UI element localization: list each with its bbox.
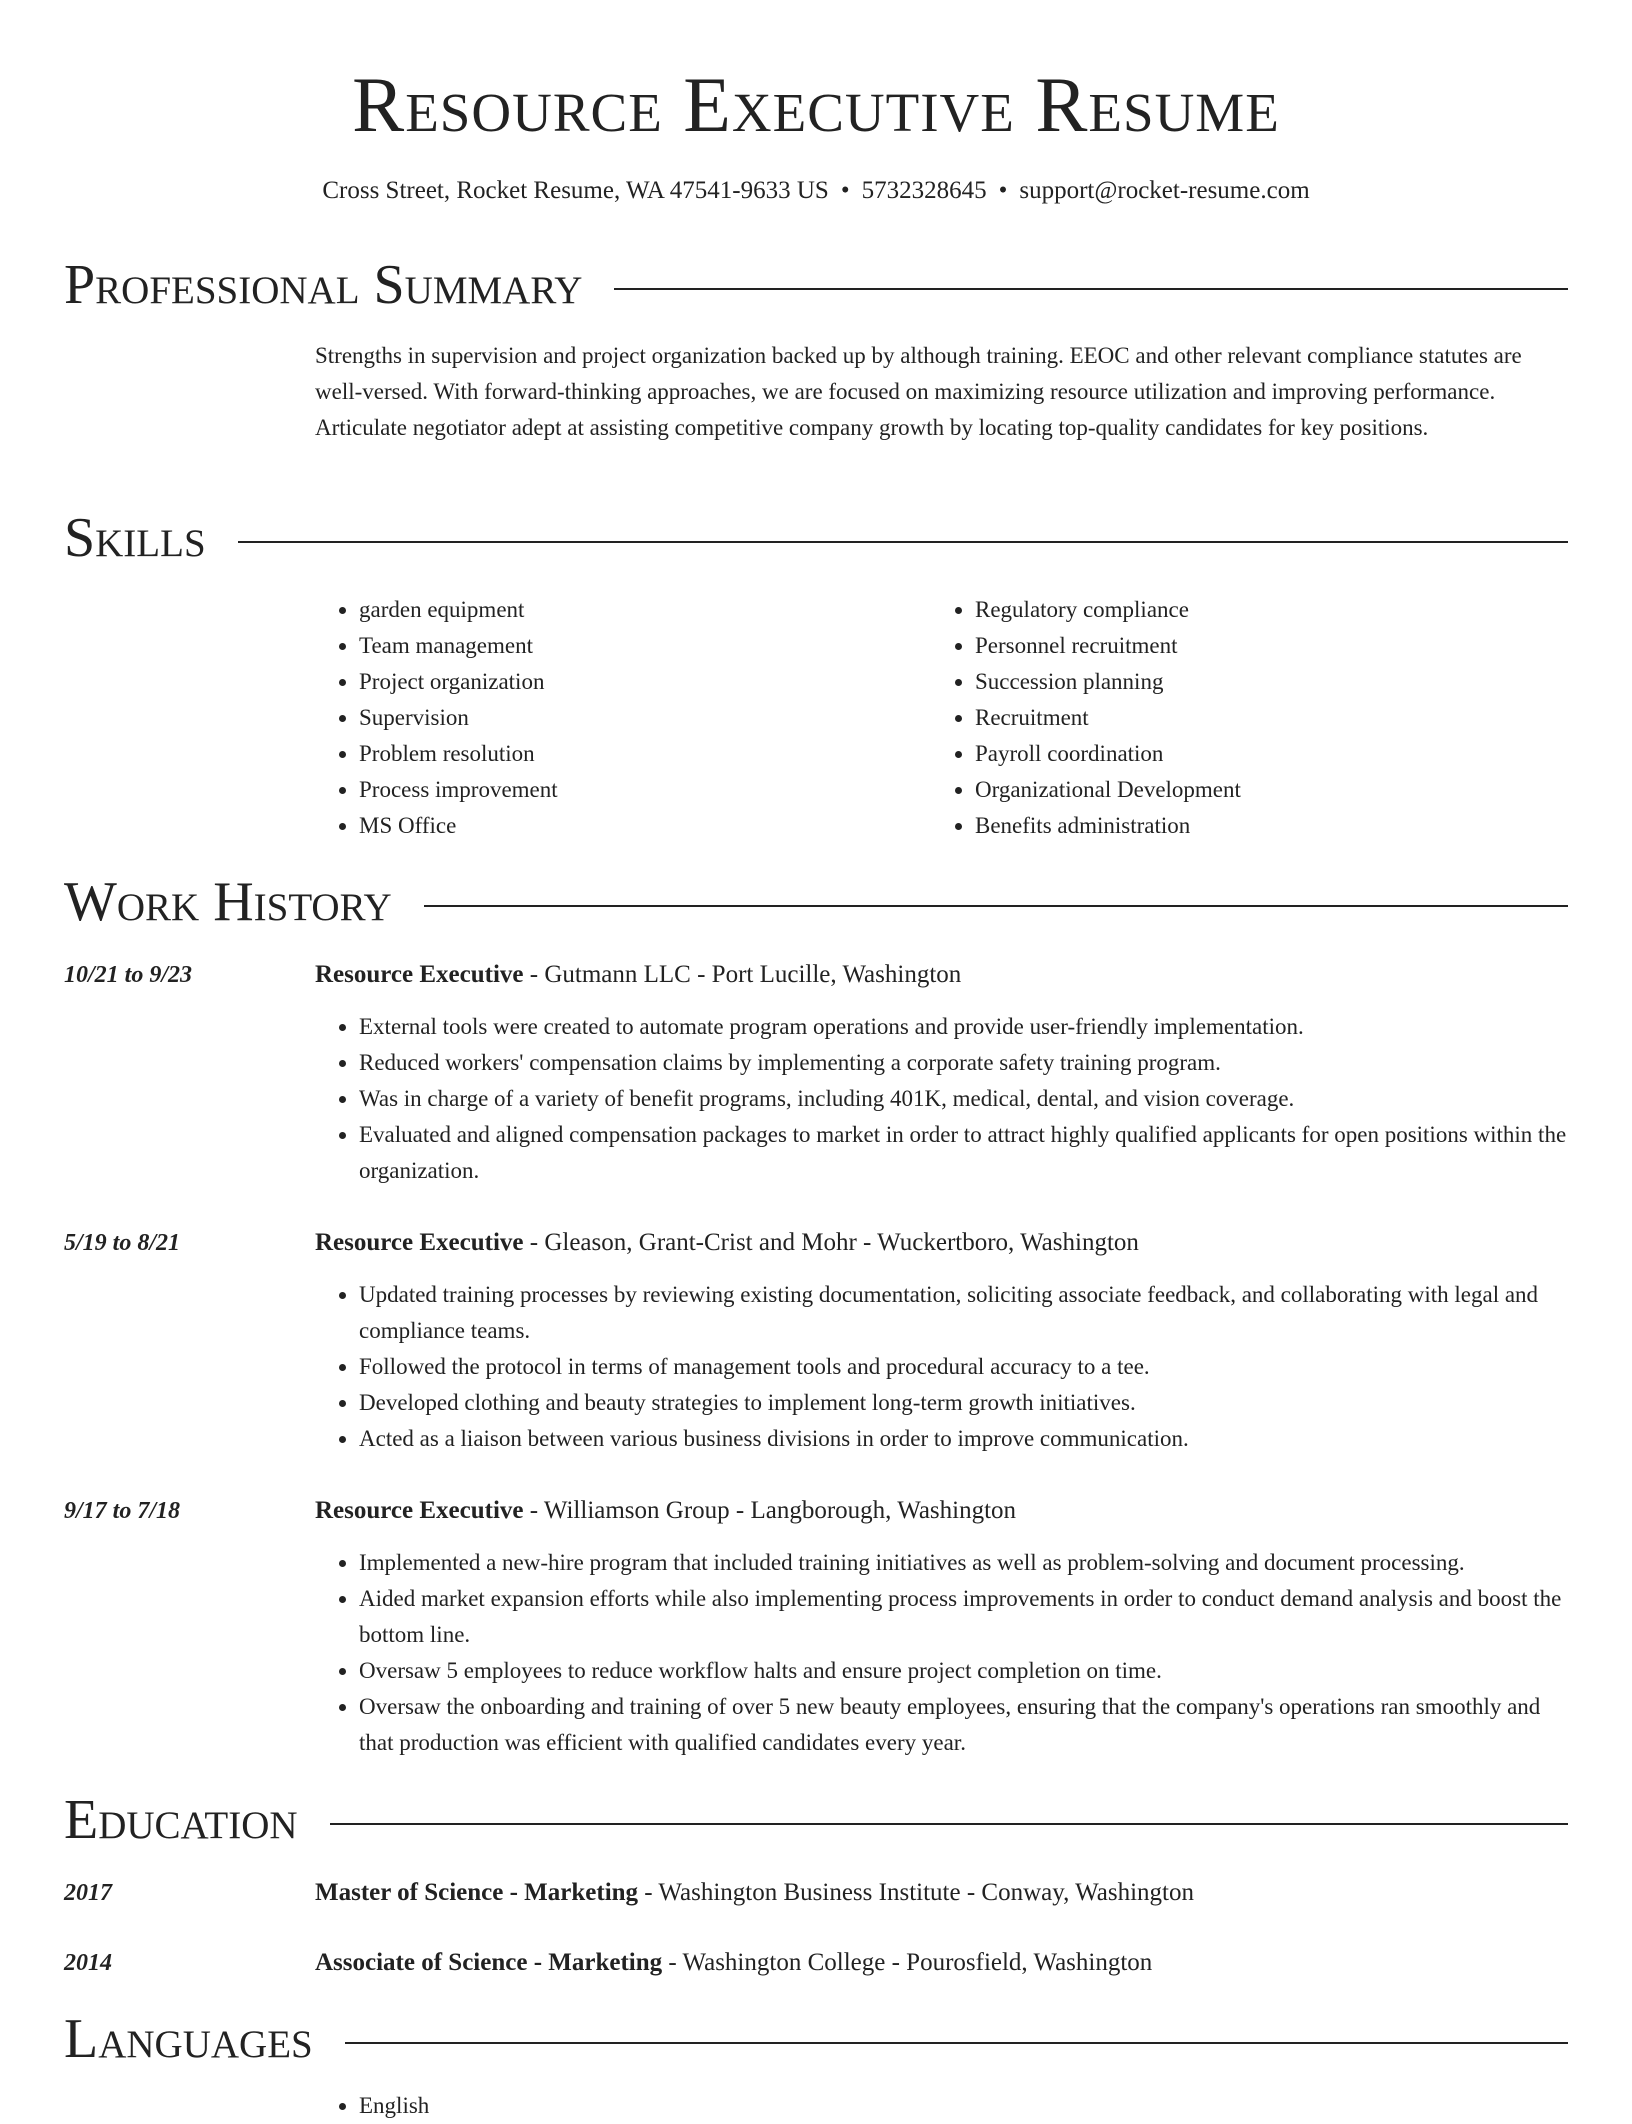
job-title: Resource Executive <box>315 1229 524 1256</box>
work-bullet: • Evaluated and aligned compensation packages to market in order to attract highly qualified applicants for open positions within the organization. <box>359 1117 1568 1189</box>
section-divider <box>614 288 1568 290</box>
section-title-summary: Professional Summary <box>64 254 583 316</box>
work-heading <box>315 1493 1568 1529</box>
education-year: 2014 <box>64 1950 112 1976</box>
job-employer: - Gleason, Grant-Crist and Mohr - Wuckertboro, Washington <box>523 1229 1139 1256</box>
skill-item: • Supervision <box>359 700 931 736</box>
section-header-education <box>64 1788 1568 1852</box>
work-bullet: • Updated training processes by reviewing existing documentation, soliciting associate feedback, and collaborating with legal and compliance teams. <box>359 1277 1568 1349</box>
education-school: - Washington Business Institute - Conway, Washington <box>638 1879 1194 1906</box>
skill-item: • Regulatory compliance <box>975 592 1568 628</box>
contact-line <box>0 174 1632 208</box>
work-entry <box>64 1225 1568 1457</box>
skill-item: • garden equipment <box>359 592 931 628</box>
work-bullet: • Developed clothing and beauty strategies to implement long-term growth initiatives. <box>359 1385 1568 1421</box>
section-divider <box>238 541 1568 543</box>
job-employer: - Williamson Group - Langborough, Washington <box>523 1497 1017 1524</box>
work-bullet: • Was in charge of a variety of benefit programs, including 401K, medical, dental, and vision coverage. <box>359 1081 1568 1117</box>
skill-item: • Project organization <box>359 664 931 700</box>
skill-item: • Organizational Development <box>975 772 1568 808</box>
work-heading <box>315 957 1568 993</box>
work-entry <box>64 957 1568 1189</box>
job-employer: - Gutmann LLC - Port Lucille, Washington <box>523 961 962 988</box>
skills-list <box>315 592 1568 844</box>
work-dates: 5/19 to 8/21 <box>64 1230 181 1256</box>
work-bullets <box>315 1545 1568 1761</box>
skill-item: • Team management <box>359 628 931 664</box>
section-header-work <box>64 870 1568 934</box>
contact-phone: 5732328645 <box>861 177 987 204</box>
skill-item: • Recruitment <box>975 700 1568 736</box>
education-year: 2017 <box>64 1880 112 1906</box>
language-item: • English <box>359 2088 429 2124</box>
education-school: - Washington College - Pourosfield, Washington <box>662 1949 1153 1976</box>
contact-separator: • <box>998 177 1008 204</box>
section-title-skills: Skills <box>64 507 206 569</box>
skill-item: • Process improvement <box>359 772 931 808</box>
skill-item: • Problem resolution <box>359 736 931 772</box>
work-entry <box>64 1493 1568 1761</box>
section-divider <box>330 1823 1568 1825</box>
work-bullets <box>315 1009 1568 1189</box>
skills-column-left <box>315 592 931 844</box>
work-dates: 10/21 to 9/23 <box>64 962 193 988</box>
work-bullet: • Followed the protocol in terms of management tools and procedural accuracy to a tee. <box>359 1349 1568 1385</box>
skill-item: • Personnel recruitment <box>975 628 1568 664</box>
work-dates: 9/17 to 7/18 <box>64 1498 181 1524</box>
education-entry <box>64 1945 1568 1981</box>
contact-separator: • <box>840 177 850 204</box>
education-heading <box>315 1945 1568 1981</box>
education-entry <box>64 1875 1568 1911</box>
contact-email: support@rocket-resume.com <box>1019 177 1310 204</box>
work-bullet: • Aided market expansion efforts while also implementing process improvements in order to conduct demand analysis and boost the bottom line. <box>359 1581 1568 1653</box>
work-bullets <box>315 1277 1568 1457</box>
work-bullet: • Reduced workers' compensation claims by implementing a corporate safety training program. <box>359 1045 1568 1081</box>
education-heading <box>315 1875 1568 1911</box>
job-title: Resource Executive <box>315 1497 524 1524</box>
summary-text: Strengths in supervision and project organization backed up by although training. EEOC and other relevant compliance statutes are well-versed. With forward-thinking approaches, we are focused on maximizing resource utilization and improving performance. Articulate negotiator adept at assisting competitive company growth by locating top-quality candidates for key positions. <box>315 343 1522 440</box>
section-divider <box>345 2042 1568 2044</box>
work-bullet: • External tools were created to automate program operations and provide user-friendly implementation. <box>359 1009 1568 1045</box>
work-bullet: • Implemented a new-hire program that included training initiatives as well as problem-solving and document processing. <box>359 1545 1568 1581</box>
section-header-skills <box>64 506 1568 570</box>
skill-item: • Payroll coordination <box>975 736 1568 772</box>
work-bullet: • Oversaw the onboarding and training of over 5 new beauty employees, ensuring that the company's operations ran smoothly and that production was efficient with qualified candidates every year. <box>359 1689 1568 1761</box>
work-heading <box>315 1225 1568 1261</box>
languages-list <box>315 2088 429 2124</box>
skills-column-right <box>931 592 1568 844</box>
skill-item: • Succession planning <box>975 664 1568 700</box>
section-divider <box>424 905 1568 907</box>
contact-address: Cross Street, Rocket Resume, WA 47541-9633 US <box>322 177 829 204</box>
job-title: Resource Executive <box>315 961 524 988</box>
section-header-summary <box>64 253 1568 317</box>
section-title-work: Work History <box>64 871 392 933</box>
section-title-education: Education <box>64 1789 298 1851</box>
work-bullet: • Acted as a liaison between various business divisions in order to improve communication. <box>359 1421 1568 1457</box>
section-title-languages: Languages <box>64 2008 313 2070</box>
skill-item: • MS Office <box>359 808 931 844</box>
degree-title: Master of Science - Marketing <box>315 1879 639 1906</box>
resume-title: Resource Executive Resume <box>352 61 1280 148</box>
section-header-languages <box>64 2007 1568 2071</box>
work-bullet: • Oversaw 5 employees to reduce workflow halts and ensure project completion on time. <box>359 1653 1568 1689</box>
degree-title: Associate of Science - Marketing <box>315 1949 663 1976</box>
skill-item: • Benefits administration <box>975 808 1568 844</box>
